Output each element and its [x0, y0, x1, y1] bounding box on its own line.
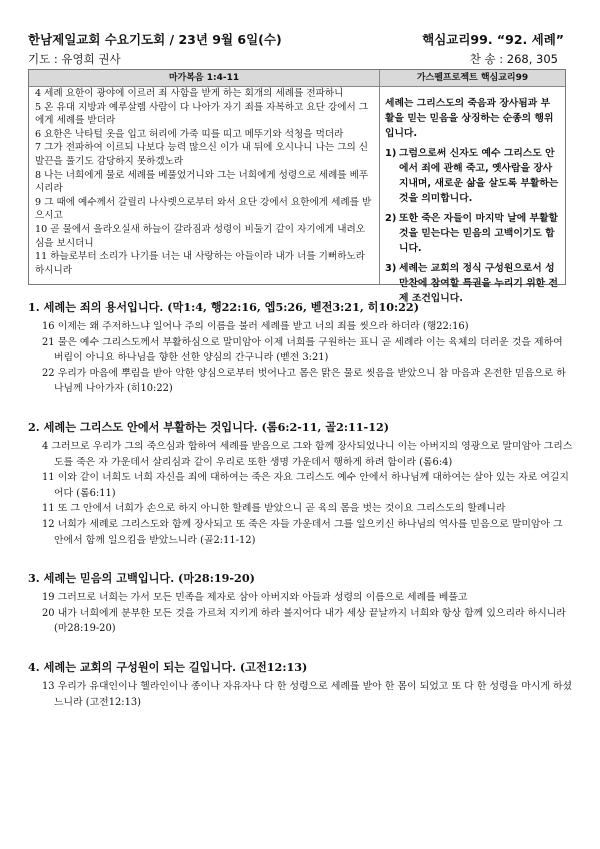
sermon-sections: [28, 299, 574, 732]
doctrine-point-text: 세례는 교회의 정식 구성원으로서 성만찬에 참여할 특권을 누리기 위한 전제 조건입니다.: [399, 263, 559, 304]
doctrine-point-text: 또한 죽은 자들이 마지막 날에 부활할 것을 믿는다는 믿음의 고백이기도 합니다.: [399, 213, 559, 254]
section-verse: 11 또 그 안에서 너희가 손으로 하지 아니한 할례를 받았으니 곧 육의 몸을 벗는 것이요 그리스도의 할례니라: [42, 503, 506, 515]
section-verse: 16 이제는 왜 주저하느냐 일어나 주의 이름을 불러 세례를 받고 너의 죄를 씻으라 하더라 (행22:16): [42, 321, 469, 332]
section-verse: 13 우리가 유대인이나 헬라인이나 종이나 자유자나 다 한 성령으로 세례를 받아 한 몸이 되었고 또 다 한 성령을 마시게 하셨느니라 (고전12:13): [42, 680, 573, 708]
section-verse: 21 물은 예수 그리스도께서 부활하심으로 말미암아 이제 너희를 구원하는 표니 곧 세례라 이는 육체의 더러운 것을 제하여 버림이 아니요 하나님을 향한 선한 양심의 간구니라 (벧전 3:21): [42, 336, 563, 364]
column-divider: [379, 70, 380, 284]
passage-table: [28, 69, 566, 304]
section-1: [28, 299, 574, 397]
passage-verse: 6 요한은 낙타털 옷을 입고 허리에 가죽 띠를 띠고 메뚜기와 석청을 먹더라: [35, 128, 344, 140]
section-title: 1. 세례는 죄의 용서입니다. (막1:4, 행22:16, 엡5:26, 벧전3:21, 히10:22): [28, 300, 420, 314]
doctrine-point-number: 1): [385, 148, 397, 159]
section-verse: 19 그러므로 너희는 가서 모든 민족을 제자로 삼아 아버지와 아들과 성령의 이름으로 세례를 베풀고: [42, 592, 468, 604]
passage-heading: 마가복음 1:4-11: [29, 70, 379, 87]
doctrine-point: [385, 211, 559, 256]
passage-verse: 8 나는 너희에게 물로 세례를 베풀었거니와 그는 너희에게 성령으로 세례를 베푸시리라: [35, 169, 369, 195]
doctrine-series-title: 핵심교리99. “92. 세례”: [422, 32, 564, 47]
passage-verse: 11 하늘로부터 소리가 나기를 너는 내 사랑하는 아들이라 내가 너를 기뻐하노라 하시니라: [35, 251, 365, 276]
section-title: 2. 세례는 그리스도 안에서 부활하는 것입니다. (롬6:2-11, 골2:11-12): [28, 419, 390, 434]
section-3: [28, 570, 574, 637]
section-4: [28, 659, 574, 710]
passage-verse: 7 그가 전파하여 이르되 나보다 능력 많으신 이가 내 뒤에 오시나니 나는 그의 신발끈을 풀기도 감당하지 못하겠노라: [35, 142, 369, 167]
bulletin-title: 한남제일교회 수요기도회 / 23년 9월 6일(수): [28, 32, 282, 47]
section-title: 4. 세례는 교회의 구성원이 되는 길입니다. (고전12:13): [28, 659, 308, 674]
page-header: [28, 30, 572, 48]
doctrine-point-number: 2): [385, 213, 397, 224]
section-verse: 20 내가 너희에게 분부한 모든 것을 가르쳐 지키게 하라 볼지어다 내가 세상 끝날까지 너희와 항상 함께 있으리라 하시니라 (마28:19-20): [42, 607, 566, 635]
section-verse: 12 너희가 세례로 그리스도와 함께 장사되고 또 죽은 자들 가운데서 그를 일으키신 하나님의 역사를 믿음으로 말미암아 그 안에서 함께 일으킴을 받았느니라 (골2:11-12): [42, 518, 563, 546]
section-title: 3. 세례는 믿음의 고백입니다. (마28:19-20): [28, 571, 255, 586]
section-2: [28, 419, 574, 548]
doctrine-summary: [385, 96, 559, 311]
passage-verse: 5 온 유대 지방과 예루살렘 사람이 다 나아가 자기 죄를 자복하고 요단 강에서 그에게 세례를 받더라: [35, 101, 369, 127]
prayer-leader: 기도 : 유영희 권사: [28, 52, 121, 66]
passage-verses: [35, 87, 373, 277]
doctrine-point: [385, 146, 559, 206]
doctrine-point-text: 그럼으로써 신자도 예수 그리스도 안에서 죄에 관해 죽고, 옛사람을 장사지내며, 새로운 삶을 살도록 부활하는 것을 의미합니다.: [399, 148, 559, 204]
doctrine-intro: 세례는 그리스도의 죽음과 장사됨과 부활을 믿는 믿음을 상징하는 순종의 행위입니다.: [385, 98, 554, 139]
gospel-project-heading: 가스펠프로젝트 핵심교리99: [380, 70, 565, 87]
section-verse: 4 그러므로 우리가 그의 죽으심과 합하여 세례를 받음으로 그와 함께 장사되었나니 이는 아버지의 영광으로 말미암아 그리스도를 죽은 자 가운데서 살리심과 같이 우리로 또한 생명 가운데서 행하게 하려 함이라 (롬6:4): [42, 440, 573, 468]
hymn-numbers: 찬 송 : 268, 305: [469, 52, 558, 66]
page-subheader: [28, 50, 572, 68]
section-verse: 22 우리가 마음에 뿌림을 받아 악한 양심으로부터 벗어나고 몸은 맑은 물로 씻음을 받았으니 참 마음과 온전한 믿음으로 하나님께 나아가자 (히10:22): [42, 367, 566, 395]
doctrine-point-number: 3): [385, 263, 397, 274]
passage-verse: 4 세례 요한이 광야에 이르러 죄 사함을 받게 하는 회개의 세례를 전파하니: [35, 88, 344, 99]
passage-verse: 9 그 때에 예수께서 갈릴리 나사렛으로부터 와서 요단 강에서 요한에게 세례를 받으시고: [35, 196, 372, 222]
passage-verse: 10 곧 물에서 올라오실새 하늘이 갈라짐과 성령이 비둘기 같이 자기에게 내려오심을 보시더니: [35, 223, 365, 249]
section-verse: 11 이와 같이 너희도 너희 자신을 죄에 대하여는 죽은 자요 그리스도 예수 안에서 하나님께 대하여는 살아 있는 자로 여길지어다 (롬6:11): [42, 472, 569, 499]
